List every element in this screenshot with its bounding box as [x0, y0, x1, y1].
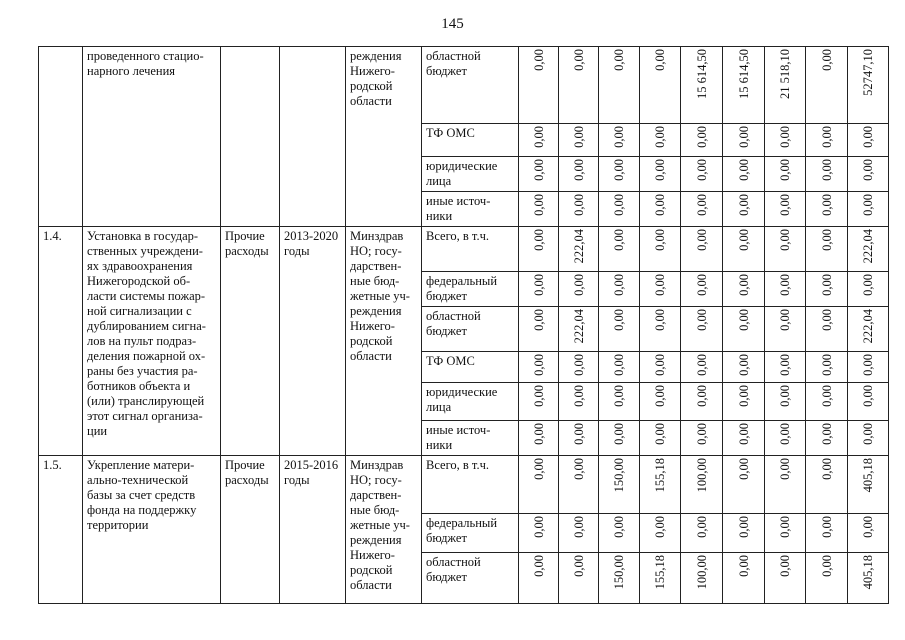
amount: 0,00	[736, 309, 751, 331]
value-cell	[723, 227, 765, 272]
amount: 0,00	[531, 49, 546, 71]
value-cell	[848, 47, 889, 124]
amount: 0,00	[694, 422, 709, 445]
funding-source: областной бюджет	[422, 307, 519, 352]
amount: 222,04	[571, 229, 586, 264]
amount: 0,00	[736, 229, 751, 251]
value-cell	[599, 352, 640, 383]
value-cell	[723, 157, 765, 192]
amount: 0,00	[861, 515, 875, 538]
value-cell	[765, 352, 806, 383]
value-cell	[519, 192, 559, 227]
amount: 0,00	[571, 515, 586, 538]
value-cell	[723, 382, 765, 420]
value-cell	[519, 420, 559, 455]
funding-source: ТФ ОМС	[422, 352, 519, 383]
funding-source: областной бюджет	[422, 47, 519, 124]
amount: 100,00	[694, 554, 709, 590]
amount: 0,00	[531, 159, 546, 181]
value-cell	[559, 420, 599, 455]
value-cell	[559, 307, 599, 352]
value-cell	[599, 307, 640, 352]
period: 2015-2016 годы	[280, 455, 346, 603]
value-cell	[765, 420, 806, 455]
value-cell	[519, 272, 559, 307]
item-name: Укрепление матери- ально-технической базы за счет средств фонда на поддержку территории	[83, 455, 221, 603]
value-cell	[640, 513, 681, 552]
amount: 15 614,50	[736, 49, 751, 99]
value-cell	[599, 420, 640, 455]
value-cell	[640, 552, 681, 603]
amount: 100,00	[694, 457, 709, 493]
funding-source: юридические лица	[422, 157, 519, 192]
value-cell	[806, 227, 848, 272]
value-cell	[723, 272, 765, 307]
amount: 0,00	[736, 194, 751, 216]
value-cell	[519, 157, 559, 192]
value-cell	[519, 47, 559, 124]
amount: 21 518,10	[778, 49, 792, 99]
funding-source: Всего, в т.ч.	[422, 227, 519, 272]
value-cell	[723, 552, 765, 603]
amount: 0,00	[778, 384, 792, 407]
amount: 0,00	[653, 274, 667, 296]
amount: 0,00	[819, 274, 834, 296]
funding-source: областной бюджет	[422, 552, 519, 603]
value-cell	[681, 227, 723, 272]
value-cell	[848, 192, 889, 227]
value-cell	[723, 192, 765, 227]
value-cell	[806, 352, 848, 383]
value-cell	[599, 227, 640, 272]
value-cell	[806, 382, 848, 420]
amount: 0,00	[653, 422, 667, 445]
amount: 0,00	[531, 194, 546, 216]
amount: 0,00	[653, 194, 667, 216]
amount: 0,00	[612, 229, 626, 251]
value-cell	[519, 382, 559, 420]
amount: 0,00	[531, 554, 546, 577]
amount: 0,00	[571, 126, 586, 148]
amount: 0,00	[653, 159, 667, 181]
item-number: 1.5.	[39, 455, 83, 603]
value-cell	[640, 307, 681, 352]
value-cell	[559, 552, 599, 603]
amount: 0,00	[571, 554, 586, 577]
amount: 0,00	[531, 515, 546, 538]
amount: 0,00	[819, 126, 834, 148]
amount: 0,00	[612, 309, 626, 331]
amount: 0,00	[736, 384, 751, 407]
amount: 0,00	[861, 159, 875, 181]
amount: 0,00	[778, 554, 792, 577]
item-name: проведенного стацио- нарного лечения	[83, 47, 221, 227]
amount: 0,00	[736, 274, 751, 296]
amount: 0,00	[653, 309, 667, 331]
value-cell	[848, 124, 889, 157]
expense-type	[221, 47, 280, 227]
amount: 0,00	[612, 274, 626, 296]
amount: 0,00	[819, 229, 834, 251]
table-row	[39, 47, 889, 124]
value-cell	[519, 227, 559, 272]
amount: 0,00	[778, 309, 792, 331]
amount: 0,00	[653, 49, 667, 71]
value-cell	[599, 272, 640, 307]
value-cell	[765, 157, 806, 192]
amount: 0,00	[736, 554, 751, 577]
amount: 0,00	[571, 384, 586, 407]
amount: 150,00	[612, 554, 626, 590]
page-number: 145	[441, 16, 464, 32]
amount: 0,00	[531, 274, 546, 296]
amount: 0,00	[612, 384, 626, 407]
expense-type: Прочие расходы	[221, 227, 280, 456]
amount: 0,00	[571, 159, 586, 181]
value-cell	[765, 192, 806, 227]
value-cell	[848, 352, 889, 383]
amount: 0,00	[736, 159, 751, 181]
amount: 0,00	[694, 354, 709, 376]
amount: 0,00	[571, 49, 586, 71]
amount: 0,00	[612, 194, 626, 216]
amount: 0,00	[571, 194, 586, 216]
table-row	[39, 455, 889, 513]
amount: 0,00	[861, 274, 875, 296]
amount: 0,00	[694, 309, 709, 331]
value-cell	[519, 513, 559, 552]
value-cell	[681, 272, 723, 307]
amount: 0,00	[778, 274, 792, 296]
value-cell	[640, 272, 681, 307]
value-cell	[681, 157, 723, 192]
amount: 0,00	[612, 159, 626, 181]
value-cell	[599, 513, 640, 552]
funding-source: иные источ- ники	[422, 420, 519, 455]
amount: 0,00	[778, 194, 792, 216]
value-cell	[559, 513, 599, 552]
value-cell	[723, 455, 765, 513]
value-cell	[765, 227, 806, 272]
amount: 0,00	[531, 422, 546, 445]
value-cell	[806, 192, 848, 227]
amount: 0,00	[531, 126, 546, 148]
executor: Минздрав НО; госу- дарствен- ные бюд- жетные уч- реждения Нижего- родской области	[346, 455, 422, 603]
funding-source: Всего, в т.ч.	[422, 455, 519, 513]
value-cell	[806, 47, 848, 124]
amount: 222,04	[861, 229, 875, 264]
value-cell	[848, 552, 889, 603]
value-cell	[519, 124, 559, 157]
value-cell	[559, 157, 599, 192]
funding-source: юридические лица	[422, 382, 519, 420]
amount: 0,00	[653, 229, 667, 251]
amount: 0,00	[612, 354, 626, 376]
value-cell	[806, 513, 848, 552]
value-cell	[640, 157, 681, 192]
value-cell	[599, 157, 640, 192]
value-cell	[765, 455, 806, 513]
value-cell	[765, 552, 806, 603]
funding-source: иные источ- ники	[422, 192, 519, 227]
amount: 0,00	[694, 126, 709, 148]
value-cell	[559, 47, 599, 124]
value-cell	[723, 420, 765, 455]
amount: 0,00	[861, 126, 875, 148]
value-cell	[681, 382, 723, 420]
amount: 0,00	[819, 194, 834, 216]
amount: 0,00	[694, 384, 709, 407]
amount: 155,18	[653, 457, 667, 493]
value-cell	[640, 227, 681, 272]
amount: 52747,10	[861, 49, 875, 96]
value-cell	[681, 552, 723, 603]
amount: 0,00	[736, 457, 751, 480]
value-cell	[848, 272, 889, 307]
amount: 0,00	[571, 422, 586, 445]
value-cell	[519, 455, 559, 513]
value-cell	[806, 455, 848, 513]
value-cell	[848, 157, 889, 192]
value-cell	[681, 47, 723, 124]
amount: 405,18	[861, 457, 875, 493]
value-cell	[640, 192, 681, 227]
value-cell	[599, 382, 640, 420]
value-cell	[765, 513, 806, 552]
amount: 0,00	[531, 309, 546, 331]
amount: 0,00	[612, 515, 626, 538]
amount: 0,00	[653, 126, 667, 148]
value-cell	[681, 352, 723, 383]
amount: 0,00	[653, 515, 667, 538]
amount: 0,00	[778, 229, 792, 251]
amount: 0,00	[819, 354, 834, 376]
amount: 0,00	[819, 159, 834, 181]
amount: 0,00	[694, 515, 709, 538]
amount: 0,00	[778, 457, 792, 480]
amount: 0,00	[819, 49, 834, 71]
value-cell	[765, 272, 806, 307]
value-cell	[806, 420, 848, 455]
value-cell	[640, 124, 681, 157]
amount: 15 614,50	[694, 49, 709, 99]
amount: 405,18	[861, 554, 875, 590]
value-cell	[681, 513, 723, 552]
period	[280, 47, 346, 227]
amount: 0,00	[819, 515, 834, 538]
value-cell	[681, 420, 723, 455]
executor: реждения Нижего- родской области	[346, 47, 422, 227]
amount: 0,00	[819, 384, 834, 407]
value-cell	[848, 227, 889, 272]
value-cell	[519, 352, 559, 383]
table-row	[39, 227, 889, 272]
amount: 0,00	[736, 422, 751, 445]
value-cell	[640, 352, 681, 383]
value-cell	[559, 382, 599, 420]
amount: 0,00	[778, 354, 792, 376]
value-cell	[599, 124, 640, 157]
value-cell	[519, 307, 559, 352]
amount: 0,00	[531, 384, 546, 407]
amount: 0,00	[571, 457, 586, 480]
amount: 0,00	[612, 422, 626, 445]
value-cell	[599, 552, 640, 603]
amount: 0,00	[653, 354, 667, 376]
value-cell	[765, 307, 806, 352]
expense-type: Прочие расходы	[221, 455, 280, 603]
value-cell	[806, 157, 848, 192]
amount: 155,18	[653, 554, 667, 590]
amount: 0,00	[778, 126, 792, 148]
funding-source: федеральный бюджет	[422, 272, 519, 307]
value-cell	[681, 455, 723, 513]
amount: 222,04	[571, 309, 586, 344]
amount: 0,00	[531, 354, 546, 376]
value-cell	[640, 382, 681, 420]
value-cell	[848, 382, 889, 420]
amount: 0,00	[819, 422, 834, 445]
value-cell	[848, 307, 889, 352]
funding-source: ТФ ОМС	[422, 124, 519, 157]
amount: 0,00	[571, 274, 586, 296]
value-cell	[640, 420, 681, 455]
amount: 0,00	[736, 515, 751, 538]
item-number: 1.4.	[39, 227, 83, 456]
item-name: Установка в государ- ственных учреждени- ях здравоохранения Нижегородской об- ласти системы пожар- ной сигнализации с дублированием сигна- лов на пульт подраз- деления пожарной ох- раны без участия ра- ботников объекта и (или) транслирующей этот сигнал организа- ции	[83, 227, 221, 456]
amount: 0,00	[778, 515, 792, 538]
value-cell	[806, 307, 848, 352]
value-cell	[559, 192, 599, 227]
value-cell	[559, 455, 599, 513]
value-cell	[599, 47, 640, 124]
value-cell	[681, 192, 723, 227]
amount: 0,00	[694, 229, 709, 251]
amount: 0,00	[531, 457, 546, 480]
amount: 0,00	[653, 384, 667, 407]
value-cell	[848, 513, 889, 552]
value-cell	[806, 552, 848, 603]
amount: 0,00	[694, 159, 709, 181]
funding-table	[38, 46, 889, 604]
amount: 0,00	[819, 457, 834, 480]
amount: 0,00	[861, 384, 875, 407]
value-cell	[723, 47, 765, 124]
value-cell	[599, 455, 640, 513]
value-cell	[723, 352, 765, 383]
value-cell	[559, 124, 599, 157]
value-cell	[765, 47, 806, 124]
value-cell	[765, 124, 806, 157]
value-cell	[723, 124, 765, 157]
amount: 0,00	[694, 274, 709, 296]
value-cell	[559, 227, 599, 272]
amount: 222,04	[861, 309, 875, 344]
amount: 0,00	[861, 422, 875, 445]
amount: 0,00	[736, 354, 751, 376]
amount: 0,00	[861, 194, 875, 216]
value-cell	[848, 455, 889, 513]
amount: 0,00	[778, 159, 792, 181]
value-cell	[640, 455, 681, 513]
value-cell	[681, 307, 723, 352]
executor: Минздрав НО; госу- дарствен- ные бюд- жетные уч- реждения Нижего- родской области	[346, 227, 422, 456]
value-cell	[519, 552, 559, 603]
funding-source: федеральный бюджет	[422, 513, 519, 552]
value-cell	[723, 307, 765, 352]
value-cell	[848, 420, 889, 455]
value-cell	[599, 192, 640, 227]
value-cell	[640, 47, 681, 124]
period: 2013-2020 годы	[280, 227, 346, 456]
value-cell	[723, 513, 765, 552]
amount: 0,00	[736, 126, 751, 148]
amount: 0,00	[612, 49, 626, 71]
value-cell	[806, 124, 848, 157]
value-cell	[559, 272, 599, 307]
amount: 0,00	[571, 354, 586, 376]
amount: 0,00	[819, 309, 834, 331]
amount: 0,00	[694, 194, 709, 216]
value-cell	[681, 124, 723, 157]
amount: 150,00	[612, 457, 626, 493]
amount: 0,00	[861, 354, 875, 376]
amount: 0,00	[612, 126, 626, 148]
value-cell	[559, 352, 599, 383]
amount: 0,00	[531, 229, 546, 251]
amount: 0,00	[778, 422, 792, 445]
amount: 0,00	[819, 554, 834, 577]
item-number	[39, 47, 83, 227]
value-cell	[806, 272, 848, 307]
value-cell	[765, 382, 806, 420]
